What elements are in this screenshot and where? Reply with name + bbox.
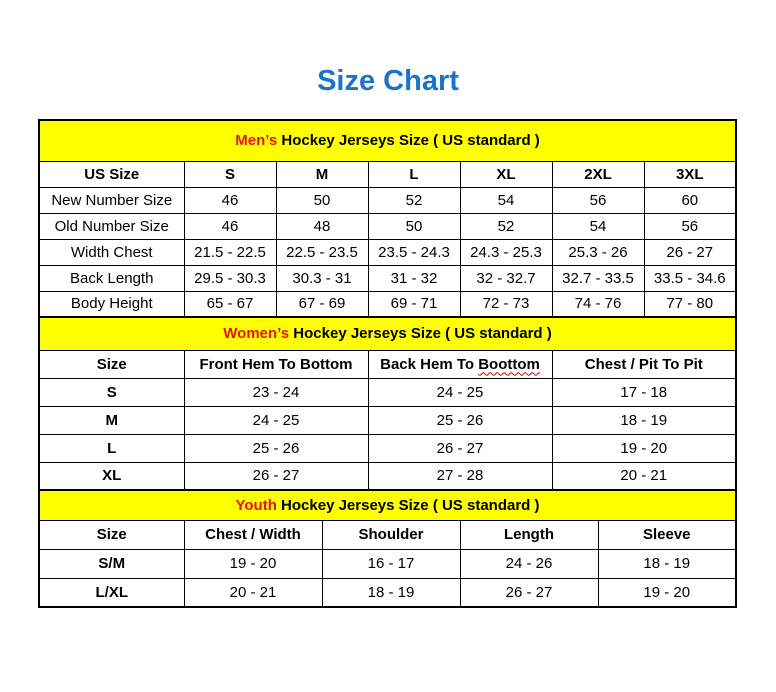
mens-value-cell: 33.5 - 34.6 [644, 265, 736, 291]
womens-header-row [39, 350, 736, 378]
mens-value-cell: 32 - 32.7 [460, 265, 552, 291]
womens-value-cell: 26 - 27 [368, 434, 552, 462]
mens-value-cell: 65 - 67 [184, 291, 276, 317]
mens-column-header: L [368, 161, 460, 187]
mens-value-cell: 23.5 - 24.3 [368, 239, 460, 265]
table-row [39, 187, 736, 213]
youth-section-title-rest: Hockey Jerseys Size ( US standard ) [276, 496, 540, 514]
mens-value-cell: 31 - 32 [368, 265, 460, 291]
womens-row-label: M [39, 406, 184, 434]
womens-column-header: Size [39, 350, 184, 378]
mens-value-cell: 77 - 80 [644, 291, 736, 317]
youth-value-cell: 26 - 27 [460, 578, 598, 607]
table-row [39, 578, 736, 607]
womens-value-cell: 18 - 19 [552, 406, 736, 434]
womens-size-table [38, 316, 737, 491]
womens-value-cell: 17 - 18 [552, 378, 736, 406]
mens-value-cell: 25.3 - 26 [552, 239, 644, 265]
size-tables [38, 119, 738, 608]
mens-size-table [38, 119, 737, 318]
youth-value-cell: 19 - 20 [184, 549, 322, 578]
mens-column-header: US Size [39, 161, 184, 187]
womens-value-cell: 19 - 20 [552, 434, 736, 462]
womens-section-title-highlight: Women’s [223, 325, 290, 343]
table-row [39, 239, 736, 265]
mens-section-title-rest: Hockey Jerseys Size ( US standard ) [277, 132, 540, 150]
womens-section-band [39, 317, 736, 350]
mens-value-cell: 50 [368, 213, 460, 239]
mens-value-cell: 54 [460, 187, 552, 213]
womens-value-cell: 27 - 28 [368, 462, 552, 490]
mens-row-label: Back Length [39, 265, 184, 291]
mens-value-cell: 46 [184, 213, 276, 239]
youth-section-band [39, 490, 736, 520]
womens-section-title [39, 317, 736, 350]
table-row [39, 265, 736, 291]
mens-value-cell: 24.3 - 25.3 [460, 239, 552, 265]
mens-row-label: Old Number Size [39, 213, 184, 239]
youth-section-title-highlight: Youth [235, 496, 277, 514]
mens-column-header: 3XL [644, 161, 736, 187]
mens-value-cell: 26 - 27 [644, 239, 736, 265]
table-row [39, 213, 736, 239]
womens-value-cell: 24 - 25 [184, 406, 368, 434]
mens-value-cell: 46 [184, 187, 276, 213]
youth-value-cell: 24 - 26 [460, 549, 598, 578]
mens-section-band [39, 120, 736, 161]
table-row [39, 462, 736, 490]
youth-column-header: Size [39, 520, 184, 549]
youth-value-cell: 16 - 17 [322, 549, 460, 578]
youth-column-header: Sleeve [598, 520, 736, 549]
womens-value-cell: 23 - 24 [184, 378, 368, 406]
mens-value-cell: 67 - 69 [276, 291, 368, 317]
mens-value-cell: 74 - 76 [552, 291, 644, 317]
misspelled-word-squiggle: Boottom [478, 355, 540, 373]
youth-size-table [38, 489, 737, 608]
mens-value-cell: 50 [276, 187, 368, 213]
womens-value-cell: 25 - 26 [368, 406, 552, 434]
youth-value-cell: 18 - 19 [322, 578, 460, 607]
womens-row-label: XL [39, 462, 184, 490]
mens-value-cell: 56 [644, 213, 736, 239]
youth-column-header: Chest / Width [184, 520, 322, 549]
mens-value-cell: 72 - 73 [460, 291, 552, 317]
womens-row-label: S [39, 378, 184, 406]
mens-row-label: Width Chest [39, 239, 184, 265]
mens-value-cell: 30.3 - 31 [276, 265, 368, 291]
youth-row-label: S/M [39, 549, 184, 578]
womens-row-label: L [39, 434, 184, 462]
mens-header-row [39, 161, 736, 187]
table-row [39, 291, 736, 317]
table-row [39, 434, 736, 462]
youth-row-label: L/XL [39, 578, 184, 607]
mens-value-cell: 56 [552, 187, 644, 213]
mens-value-cell: 21.5 - 22.5 [184, 239, 276, 265]
mens-value-cell: 48 [276, 213, 368, 239]
mens-value-cell: 22.5 - 23.5 [276, 239, 368, 265]
mens-row-label: New Number Size [39, 187, 184, 213]
womens-value-cell: 25 - 26 [184, 434, 368, 462]
youth-value-cell: 20 - 21 [184, 578, 322, 607]
mens-column-header: S [184, 161, 276, 187]
womens-value-cell: 26 - 27 [184, 462, 368, 490]
mens-column-header: XL [460, 161, 552, 187]
youth-value-cell: 18 - 19 [598, 549, 736, 578]
table-row [39, 549, 736, 578]
mens-column-header: 2XL [552, 161, 644, 187]
mens-value-cell: 60 [644, 187, 736, 213]
mens-value-cell: 52 [368, 187, 460, 213]
mens-value-cell: 29.5 - 30.3 [184, 265, 276, 291]
page-title: Size Chart [317, 65, 459, 97]
mens-section-title [39, 120, 736, 161]
table-row [39, 406, 736, 434]
youth-column-header: Shoulder [322, 520, 460, 549]
mens-value-cell: 52 [460, 213, 552, 239]
mens-value-cell: 69 - 71 [368, 291, 460, 317]
womens-column-header: Chest / Pit To Pit [552, 350, 736, 378]
youth-column-header: Length [460, 520, 598, 549]
womens-value-cell: 20 - 21 [552, 462, 736, 490]
mens-section-title-highlight: Men’s [235, 132, 278, 150]
mens-value-cell: 54 [552, 213, 644, 239]
womens-section-title-rest: Hockey Jerseys Size ( US standard ) [289, 325, 552, 343]
header-text: Back Hem To [380, 355, 479, 373]
youth-header-row [39, 520, 736, 549]
mens-column-header: M [276, 161, 368, 187]
mens-value-cell: 32.7 - 33.5 [552, 265, 644, 291]
womens-column-header [368, 350, 552, 378]
womens-column-header: Front Hem To Bottom [184, 350, 368, 378]
table-row [39, 378, 736, 406]
youth-value-cell: 19 - 20 [598, 578, 736, 607]
mens-row-label: Body Height [39, 291, 184, 317]
womens-value-cell: 24 - 25 [368, 378, 552, 406]
youth-section-title [39, 490, 736, 520]
